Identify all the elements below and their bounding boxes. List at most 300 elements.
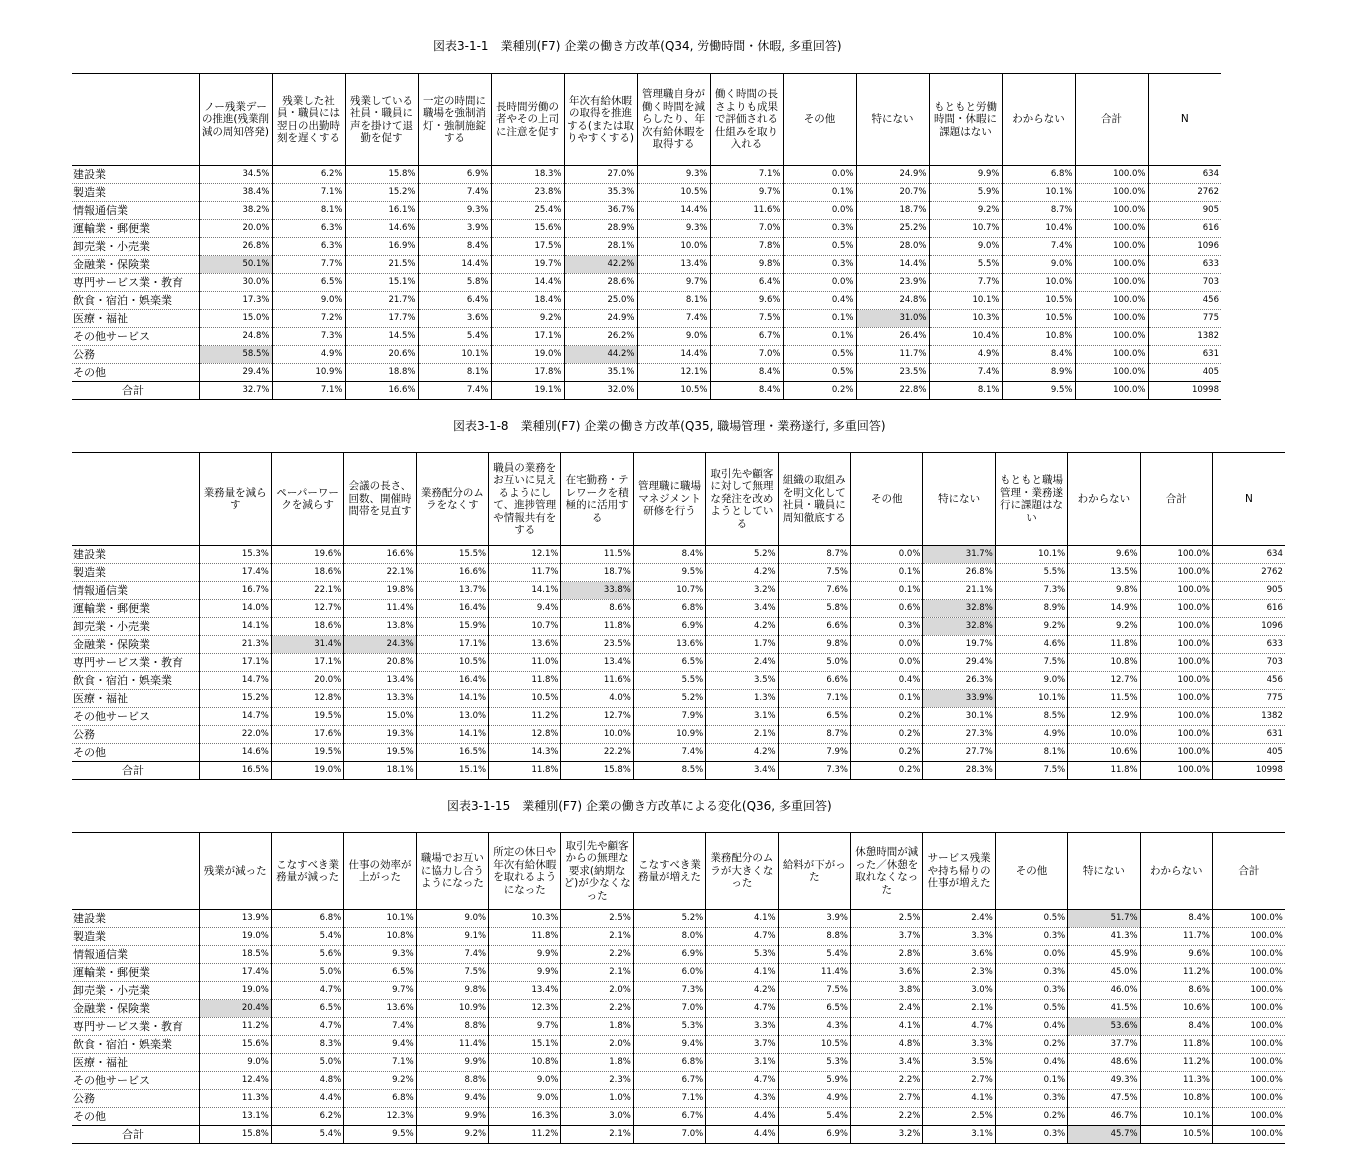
column-header: 特にない [856, 74, 929, 166]
table-cell: 0.4% [783, 292, 856, 310]
table-cell: 23.8% [491, 184, 564, 202]
table-cell: 20.7% [856, 184, 929, 202]
column-header: 合計 [1140, 453, 1212, 546]
table-cell: 28.1% [564, 238, 637, 256]
table-cell: 20.0% [271, 672, 343, 690]
table-cell: 13.6% [344, 1000, 416, 1018]
table-cell: 4.1% [706, 964, 778, 982]
table-cell: 2.4% [923, 910, 995, 928]
table-cell: 100.0% [1075, 256, 1148, 274]
table-cell: 14.4% [637, 202, 710, 220]
table-cell: 7.1% [778, 690, 850, 708]
table-cell: 2.5% [923, 1108, 995, 1126]
table-cell: 10.8% [1002, 328, 1075, 346]
table-cell: 0.0% [995, 946, 1067, 964]
table-cell: 10.4% [929, 328, 1002, 346]
table-cell: 100.0% [1075, 382, 1148, 400]
table-row [72, 726, 1285, 744]
table-cell: 2.7% [851, 1090, 923, 1108]
table-cell: 10.5% [637, 382, 710, 400]
table-cell: 20.6% [345, 346, 418, 364]
table-cell: 17.4% [199, 964, 271, 982]
table-cell: 100.0% [1075, 274, 1148, 292]
table-cell: 7.4% [1002, 238, 1075, 256]
table-cell: 100.0% [1212, 1126, 1284, 1144]
header-corner [72, 453, 199, 546]
table-cell: 2.2% [851, 1072, 923, 1090]
table-cell: 9.9% [929, 166, 1002, 184]
table-row [72, 310, 1221, 328]
table-cell: 100.0% [1075, 184, 1148, 202]
table-cell: 7.1% [272, 382, 345, 400]
table-cell: 456 [1212, 672, 1284, 690]
table-cell: 7.4% [637, 310, 710, 328]
table-cell: 42.2% [564, 256, 637, 274]
table-cell: 0.1% [851, 564, 923, 582]
row-label: その他サービス [72, 328, 199, 346]
table-row [72, 690, 1285, 708]
table-cell: 7.5% [416, 964, 488, 982]
table-cell: 5.9% [929, 184, 1002, 202]
table-cell: 5.2% [706, 546, 778, 564]
table-cell: 3.3% [706, 1018, 778, 1036]
table-cell: 9.0% [995, 672, 1067, 690]
row-label: 専門サービス業・教育 [72, 274, 199, 292]
table-cell: 3.4% [706, 600, 778, 618]
table-cell: 15.6% [491, 220, 564, 238]
table-cell: 12.1% [637, 364, 710, 382]
table-cell: 20.0% [199, 220, 272, 238]
table-cell: 32.7% [199, 382, 272, 400]
table-cell: 14.3% [489, 744, 561, 762]
table-cell: 9.8% [710, 256, 783, 274]
table-cell: 9.4% [489, 600, 561, 618]
table-cell: 16.6% [416, 564, 488, 582]
table-cell: 6.8% [633, 1054, 705, 1072]
data-table [72, 832, 1285, 1144]
table-cell: 9.8% [416, 982, 488, 1000]
table-cell: 631 [1212, 726, 1284, 744]
table-cell: 12.9% [1068, 708, 1140, 726]
table-cell: 0.5% [783, 238, 856, 256]
row-label: その他 [72, 744, 199, 762]
table-cell: 5.4% [418, 328, 491, 346]
table-cell: 703 [1212, 654, 1284, 672]
table-cell: 9.4% [416, 1090, 488, 1108]
table-cell: 4.8% [271, 1072, 343, 1090]
table-cell: 1.8% [561, 1054, 633, 1072]
table-cell: 9.2% [1068, 618, 1140, 636]
table-cell: 6.8% [1002, 166, 1075, 184]
table-cell: 14.1% [199, 618, 271, 636]
table-cell: 9.0% [199, 1054, 271, 1072]
table-cell: 32.8% [923, 600, 995, 618]
table-cell: 2.4% [706, 654, 778, 672]
row-label: 飲食・宿泊・娯楽業 [72, 672, 199, 690]
table-cell: 9.2% [416, 1126, 488, 1144]
column-header: 業務配分のムラをなくす [416, 453, 488, 546]
column-header: 所定の休日や年次有給休暇を取れるようになった [489, 833, 561, 910]
table-cell: 7.4% [344, 1018, 416, 1036]
table-cell: 23.9% [856, 274, 929, 292]
table-cell: 14.4% [637, 346, 710, 364]
table-cell: 9.7% [489, 1018, 561, 1036]
table-row [72, 256, 1221, 274]
table-cell: 0.3% [851, 618, 923, 636]
table-cell: 100.0% [1212, 1000, 1284, 1018]
table-cell: 12.4% [199, 1072, 271, 1090]
table-cell: 13.4% [637, 256, 710, 274]
table-cell: 9.9% [416, 1108, 488, 1126]
row-label: 製造業 [72, 564, 199, 582]
table-cell: 100.0% [1140, 546, 1212, 564]
table-cell: 8.3% [271, 1036, 343, 1054]
table-cell: 7.5% [995, 654, 1067, 672]
column-header: ペーパーワークを減らす [271, 453, 343, 546]
table-cell: 27.3% [923, 726, 995, 744]
row-label: 飲食・宿泊・娯楽業 [72, 292, 199, 310]
table-cell: 12.3% [344, 1108, 416, 1126]
table-cell: 16.5% [416, 744, 488, 762]
table-row [72, 364, 1221, 382]
table-cell: 15.2% [199, 690, 271, 708]
table-cell: 24.3% [344, 636, 416, 654]
row-label: 運輸業・郵便業 [72, 964, 199, 982]
table-cell: 7.7% [929, 274, 1002, 292]
table-cell: 31.0% [856, 310, 929, 328]
table-cell: 0.2% [851, 708, 923, 726]
table-cell: 100.0% [1075, 328, 1148, 346]
table-cell: 2.4% [851, 1000, 923, 1018]
column-header: 年次有給休暇の取得を推進する(または取りやすくする) [564, 74, 637, 166]
table-cell: 100.0% [1140, 636, 1212, 654]
table-cell: 8.0% [633, 928, 705, 946]
table-cell: 0.5% [783, 364, 856, 382]
table-cell: 0.1% [851, 690, 923, 708]
table-cell: 7.3% [272, 328, 345, 346]
table-cell: 27.7% [923, 744, 995, 762]
table-cell: 4.9% [929, 346, 1002, 364]
table-cell: 4.1% [851, 1018, 923, 1036]
table-cell: 19.0% [271, 762, 343, 780]
table-cell: 100.0% [1075, 292, 1148, 310]
table-cell: 0.3% [995, 982, 1067, 1000]
table-row [72, 238, 1221, 256]
table-cell: 703 [1148, 274, 1221, 292]
table-cell: 8.4% [710, 364, 783, 382]
table-cell: 4.4% [271, 1090, 343, 1108]
table-cell: 10.3% [489, 910, 561, 928]
header-row [72, 833, 1285, 910]
table-cell: 13.8% [344, 618, 416, 636]
table-cell: 2.1% [561, 1126, 633, 1144]
table-cell: 10.0% [1002, 274, 1075, 292]
table-cell: 7.1% [710, 166, 783, 184]
table-cell: 633 [1212, 636, 1284, 654]
table-cell: 10.8% [344, 928, 416, 946]
table-cell: 9.9% [416, 1054, 488, 1072]
row-label: 公務 [72, 726, 199, 744]
table-cell: 14.4% [856, 256, 929, 274]
table-cell: 4.9% [778, 1090, 850, 1108]
table-cell: 6.7% [710, 328, 783, 346]
table-cell: 5.3% [633, 1018, 705, 1036]
table-cell: 8.1% [418, 364, 491, 382]
table-cell: 4.7% [271, 982, 343, 1000]
table-cell: 7.4% [633, 744, 705, 762]
table-cell: 4.3% [778, 1018, 850, 1036]
table-cell: 6.7% [633, 1072, 705, 1090]
table-cell: 27.0% [564, 166, 637, 184]
table-cell: 100.0% [1140, 654, 1212, 672]
table-cell: 3.2% [706, 582, 778, 600]
table-cell: 7.3% [633, 982, 705, 1000]
table-cell: 100.0% [1075, 202, 1148, 220]
table-cell: 9.0% [1002, 256, 1075, 274]
table-cell: 5.4% [271, 1126, 343, 1144]
table-cell: 4.0% [561, 690, 633, 708]
table-cell: 3.0% [923, 982, 995, 1000]
table-cell: 18.5% [199, 946, 271, 964]
table-cell: 7.0% [633, 1000, 705, 1018]
table-cell: 10.1% [344, 910, 416, 928]
table-cell: 9.2% [491, 310, 564, 328]
table-cell: 6.8% [271, 910, 343, 928]
table-cell: 8.7% [778, 726, 850, 744]
table-cell: 2.0% [561, 1036, 633, 1054]
table-cell: 24.8% [856, 292, 929, 310]
column-header: 仕事の効率が上がった [344, 833, 416, 910]
table-cell: 24.9% [564, 310, 637, 328]
table-cell: 4.7% [271, 1018, 343, 1036]
table-cell: 8.4% [1140, 910, 1212, 928]
table-cell: 6.5% [344, 964, 416, 982]
row-label: 運輸業・郵便業 [72, 600, 199, 618]
table-cell: 16.9% [345, 238, 418, 256]
table-cell: 11.8% [489, 672, 561, 690]
table-cell: 14.6% [199, 744, 271, 762]
table-cell: 1096 [1212, 618, 1284, 636]
table-cell: 405 [1148, 364, 1221, 382]
table-caption: 図表3-1-1 業種別(F7) 企業の働き方改革(Q34, 労働時間・休暇, 多重回答) [433, 39, 842, 53]
table-cell: 9.1% [416, 928, 488, 946]
table-cell: 905 [1148, 202, 1221, 220]
table-cell: 16.4% [416, 600, 488, 618]
table-cell: 9.3% [637, 166, 710, 184]
table-cell: 28.9% [564, 220, 637, 238]
table-cell: 25.4% [491, 202, 564, 220]
table-cell: 11.8% [1068, 636, 1140, 654]
table-cell: 1382 [1148, 328, 1221, 346]
column-header: サービス残業や持ち帰りの仕事が増えた [923, 833, 995, 910]
column-header: 合計 [1075, 74, 1148, 166]
table-cell: 19.3% [344, 726, 416, 744]
table-cell: 100.0% [1140, 726, 1212, 744]
table-cell: 0.1% [783, 310, 856, 328]
table-cell: 6.3% [272, 220, 345, 238]
data-table [72, 73, 1221, 400]
table-row [72, 654, 1285, 672]
table-cell: 8.4% [633, 546, 705, 564]
table-cell: 13.6% [489, 636, 561, 654]
table-cell: 100.0% [1140, 582, 1212, 600]
table-cell: 12.1% [489, 546, 561, 564]
table-cell: 1.3% [706, 690, 778, 708]
table-cell: 3.6% [923, 946, 995, 964]
table-cell: 5.0% [778, 654, 850, 672]
table-cell: 13.4% [561, 654, 633, 672]
table-cell: 10.6% [1140, 1000, 1212, 1018]
header-row [72, 453, 1285, 546]
row-label: 運輸業・郵便業 [72, 220, 199, 238]
table-cell: 21.1% [923, 582, 995, 600]
table-cell: 9.5% [1002, 382, 1075, 400]
column-header: 働く時間の長さよりも成果で評価される仕組みを取り入れる [710, 74, 783, 166]
row-label: 合計 [72, 382, 199, 400]
table-cell: 5.4% [778, 1108, 850, 1126]
table-cell: 4.7% [923, 1018, 995, 1036]
table-cell: 6.8% [633, 600, 705, 618]
table-cell: 10.1% [995, 690, 1067, 708]
column-header: 管理職自身が働く時間を減らしたり、年次有給休暇を取得する [637, 74, 710, 166]
table-cell: 8.1% [929, 382, 1002, 400]
table-cell: 19.6% [271, 546, 343, 564]
table-cell: 5.0% [271, 1054, 343, 1072]
table-cell: 2762 [1148, 184, 1221, 202]
column-header: 特にない [923, 453, 995, 546]
table-cell: 4.7% [706, 1000, 778, 1018]
table-cell: 5.5% [633, 672, 705, 690]
column-header: 合計 [1212, 833, 1284, 910]
column-header: ノー残業デーの推進(残業削減の周知啓発) [199, 74, 272, 166]
table-cell: 10.9% [416, 1000, 488, 1018]
column-header: 業務量を減らす [199, 453, 271, 546]
column-header: わからない [1140, 833, 1212, 910]
table-cell: 2762 [1212, 564, 1284, 582]
column-header: 取引先や顧客からの無理な要求(納期など)が少なくなった [561, 833, 633, 910]
table-cell: 6.5% [633, 654, 705, 672]
table-cell: 19.5% [344, 744, 416, 762]
table-cell: 26.8% [199, 238, 272, 256]
total-row [72, 382, 1221, 400]
table-cell: 15.5% [416, 546, 488, 564]
table-cell: 35.1% [564, 364, 637, 382]
total-row [72, 762, 1285, 780]
table-cell: 2.1% [561, 964, 633, 982]
table-cell: 14.7% [199, 672, 271, 690]
table-cell: 11.3% [1140, 1072, 1212, 1090]
table-row [72, 582, 1285, 600]
table-cell: 9.3% [344, 946, 416, 964]
table-cell: 3.7% [851, 928, 923, 946]
table-cell: 633 [1148, 256, 1221, 274]
table-cell: 3.3% [923, 1036, 995, 1054]
table-cell: 6.5% [272, 274, 345, 292]
table-cell: 9.7% [637, 274, 710, 292]
table-cell: 0.5% [783, 346, 856, 364]
table-cell: 15.3% [199, 546, 271, 564]
table-cell: 6.6% [778, 618, 850, 636]
column-header: 給料が下がった [778, 833, 850, 910]
table-cell: 616 [1212, 600, 1284, 618]
table-cell: 8.4% [418, 238, 491, 256]
table-cell: 53.6% [1068, 1018, 1140, 1036]
table-cell: 100.0% [1212, 964, 1284, 982]
table-cell: 0.5% [995, 1000, 1067, 1018]
table-cell: 9.2% [995, 618, 1067, 636]
table-cell: 11.4% [416, 1036, 488, 1054]
table-cell: 7.3% [778, 762, 850, 780]
table-cell: 4.3% [706, 1090, 778, 1108]
table-cell: 9.2% [344, 1072, 416, 1090]
table-cell: 49.3% [1068, 1072, 1140, 1090]
table-cell: 7.2% [272, 310, 345, 328]
table-cell: 100.0% [1212, 1054, 1284, 1072]
table-cell: 18.7% [561, 564, 633, 582]
table-cell: 17.1% [271, 654, 343, 672]
table-row [72, 672, 1285, 690]
table-caption: 図表3-1-15 業種別(F7) 企業の働き方改革による変化(Q36, 多重回答) [447, 799, 832, 813]
column-header: 会議の長さ、回数、開催時間帯を見直す [344, 453, 416, 546]
table-cell: 19.7% [491, 256, 564, 274]
table-cell: 4.2% [706, 982, 778, 1000]
table-cell: 100.0% [1212, 1090, 1284, 1108]
table-cell: 11.3% [199, 1090, 271, 1108]
table-cell: 11.2% [1140, 964, 1212, 982]
table-row [72, 744, 1285, 762]
table-cell: 9.4% [633, 1036, 705, 1054]
table-cell: 11.0% [489, 654, 561, 672]
table-cell: 8.4% [1002, 346, 1075, 364]
table-cell: 2.2% [561, 1000, 633, 1018]
table-cell: 31.7% [923, 546, 995, 564]
table-cell: 7.4% [418, 382, 491, 400]
table-cell: 11.7% [1140, 928, 1212, 946]
table-row [72, 708, 1285, 726]
column-header: その他 [995, 833, 1067, 910]
table-cell: 45.0% [1068, 964, 1140, 982]
total-row [72, 1126, 1285, 1144]
table-cell: 5.6% [271, 946, 343, 964]
table-cell: 2.2% [561, 946, 633, 964]
table-cell: 28.0% [856, 238, 929, 256]
table-cell: 7.7% [272, 256, 345, 274]
column-header: 管理職に職場マネジメント研修を行う [633, 453, 705, 546]
table-cell: 11.2% [1140, 1054, 1212, 1072]
table-cell: 26.8% [923, 564, 995, 582]
column-header: わからない [1068, 453, 1140, 546]
table-cell: 22.2% [561, 744, 633, 762]
table-cell: 11.6% [710, 202, 783, 220]
table-cell: 14.5% [345, 328, 418, 346]
table-row [72, 1090, 1285, 1108]
table-cell: 11.8% [1068, 762, 1140, 780]
table-cell: 0.0% [783, 166, 856, 184]
table-cell: 456 [1148, 292, 1221, 310]
table-cell: 5.2% [633, 910, 705, 928]
table-cell: 18.4% [491, 292, 564, 310]
row-label: その他 [72, 1108, 199, 1126]
table-cell: 11.5% [561, 546, 633, 564]
table-cell: 10.9% [272, 364, 345, 382]
table-cell: 0.2% [995, 1036, 1067, 1054]
table-cell: 11.8% [1140, 1036, 1212, 1054]
table-cell: 18.7% [856, 202, 929, 220]
table-cell: 1.7% [706, 636, 778, 654]
table-cell: 7.9% [633, 708, 705, 726]
table-row [72, 546, 1285, 564]
table-cell: 8.1% [995, 744, 1067, 762]
